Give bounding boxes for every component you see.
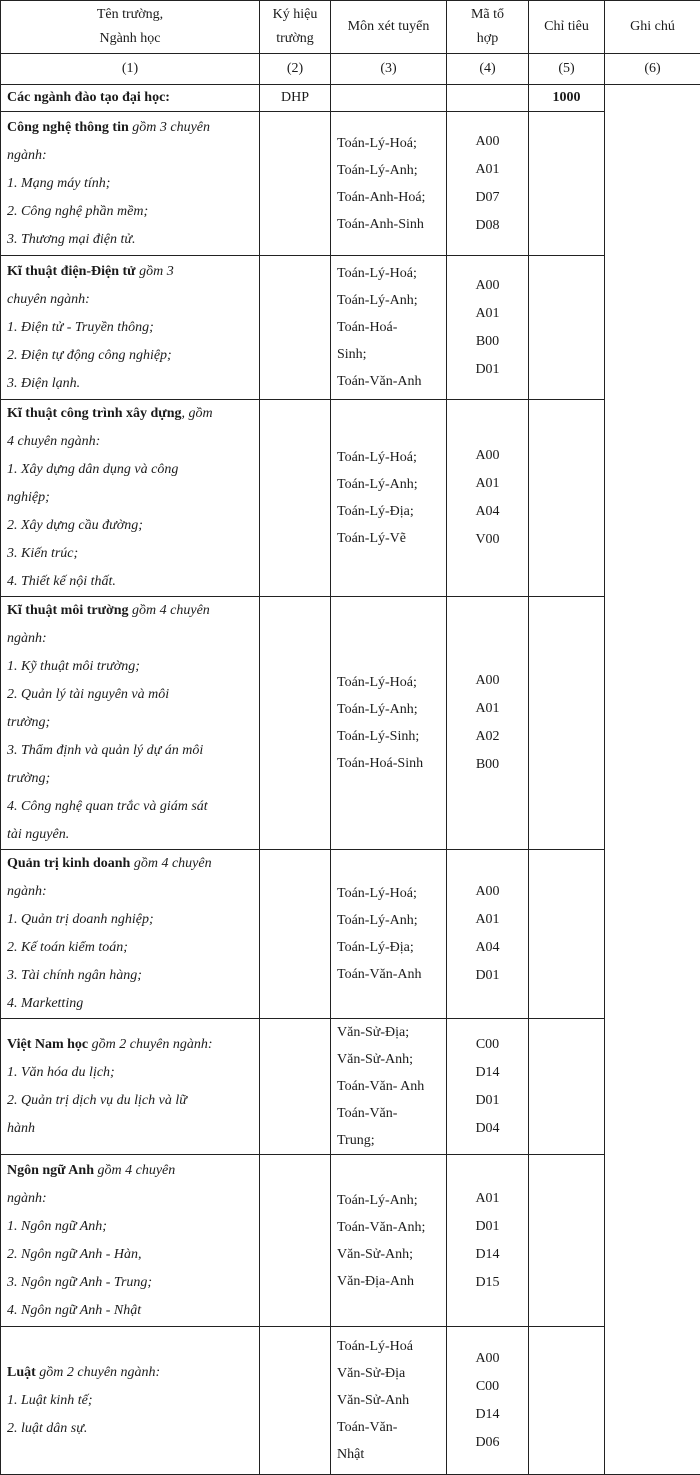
subject-combo: Toán-Lý-Hoá;: [337, 130, 442, 157]
subject-combo: Toán-Lý-Anh;: [337, 471, 442, 498]
sub-major-text: 4. Công nghệ quan trắc và giám sát: [7, 799, 208, 814]
subject-combinations: [331, 1327, 447, 1475]
major-lead-text: gồm 3: [136, 264, 174, 279]
sub-major-text: 3. Tài chính ngân hàng;: [7, 968, 142, 983]
header-row: [1, 1, 700, 54]
school-code: DHP: [260, 85, 331, 112]
combo-code: D08: [447, 212, 528, 240]
sub-major-item: [7, 1241, 253, 1269]
combo-code: D14: [447, 1241, 528, 1269]
subject-combo: Toán-Văn-Anh;: [337, 1214, 442, 1241]
major-row: [1, 597, 700, 850]
sub-major-item: [7, 1059, 253, 1087]
empty-cell: [529, 256, 605, 400]
combo-code: A04: [447, 934, 528, 962]
sub-major-text: 3. Thương mại điện tử.: [7, 232, 136, 247]
combo-code: A01: [447, 1185, 528, 1213]
major-row: [1, 1019, 700, 1155]
subject-combo: Sinh;: [337, 341, 442, 368]
empty-cell: [529, 112, 605, 256]
empty-cell: [260, 1155, 331, 1327]
major-name: Việt Nam học: [7, 1037, 88, 1052]
combo-codes: [447, 400, 529, 597]
col-number: (5): [529, 54, 605, 85]
col-number: (6): [605, 54, 700, 85]
combo-codes: [447, 1327, 529, 1475]
subject-combo: Toán-Anh-Sinh: [337, 211, 442, 238]
major-lead-text: gồm 4 chuyên: [129, 603, 210, 618]
major-row: [1, 850, 700, 1019]
sub-major-item: [7, 906, 253, 934]
subject-combo: Văn-Sử-Anh;: [337, 1046, 442, 1073]
major-description: [1, 850, 260, 1019]
combo-code: D01: [447, 1087, 528, 1115]
subject-combo: Toán-Lý-Anh;: [337, 696, 442, 723]
subject-combo: Toán-Lý-Anh;: [337, 1187, 442, 1214]
sub-major-text: 3. Ngôn ngữ Anh - Trung;: [7, 1275, 152, 1290]
combo-code: A00: [447, 442, 528, 470]
combo-code: D04: [447, 1115, 528, 1143]
sub-major-item: [7, 709, 253, 737]
sub-major-text: 2. Quản trị dịch vụ du lịch và lữ: [7, 1093, 187, 1108]
major-lead-line: [7, 597, 253, 625]
major-lead-line: [7, 1157, 253, 1185]
empty-cell: [260, 112, 331, 256]
empty-cell: [260, 1327, 331, 1475]
sub-major-text: 3. Thẩm định và quản lý dự án môi: [7, 743, 203, 758]
combo-code: A01: [447, 470, 528, 498]
subject-combo: Văn-Sử-Anh;: [337, 1241, 442, 1268]
subject-combo: Toán-Văn-: [337, 1100, 442, 1127]
header-line: Ghi chú: [630, 19, 675, 34]
combo-codes: [447, 597, 529, 850]
sub-major-text: 3. Điện lạnh.: [7, 376, 80, 391]
major-lead-text: chuyên ngành:: [7, 292, 90, 307]
major-lead-line: [7, 850, 253, 878]
sub-major-text: 2. Ngôn ngữ Anh - Hàn,: [7, 1247, 142, 1262]
sub-major-text: 1. Kỹ thuật môi trường;: [7, 659, 140, 674]
sub-major-item: [7, 226, 253, 254]
sub-major-text: 2. luật dân sự.: [7, 1421, 87, 1436]
sub-major-item: [7, 170, 253, 198]
header-school-major: [1, 1, 260, 54]
major-lead-text: gồm 3 chuyên: [129, 120, 210, 135]
major-lead-text: gồm 2 chuyên ngành:: [88, 1037, 212, 1052]
total-row: [1, 85, 700, 112]
empty-cell: [529, 1019, 605, 1155]
combo-code: A01: [447, 156, 528, 184]
sub-major-text: 1. Xây dựng dân dụng và công: [7, 462, 178, 477]
combo-code: A00: [447, 878, 528, 906]
subject-combo: Toán-Hoá-Sinh: [337, 750, 442, 777]
combo-code: D01: [447, 356, 528, 384]
major-lead-line: [7, 1031, 253, 1059]
sub-major-item: [7, 1269, 253, 1297]
major-lead-line: [7, 878, 253, 906]
sub-major-text: 1. Luật kinh tế;: [7, 1393, 93, 1408]
subject-combo: Toán-Lý-Hoá;: [337, 444, 442, 471]
sub-major-text: 2. Công nghệ phần mềm;: [7, 204, 148, 219]
empty-cell: [260, 1019, 331, 1155]
empty-cell: [529, 1155, 605, 1327]
total-quota: 1000: [529, 85, 605, 112]
subject-combo: Toán-Lý-Hoá: [337, 1333, 442, 1360]
total-label: Các ngành đào tạo đại học:: [1, 85, 260, 112]
combo-code: A00: [447, 128, 528, 156]
major-lead-line: [7, 1185, 253, 1213]
major-description: [1, 597, 260, 850]
subject-combinations: [331, 400, 447, 597]
sub-major-text: 4. Marketting: [7, 996, 83, 1011]
header-line: Tên trường,: [97, 7, 163, 22]
sub-major-item: [7, 1213, 253, 1241]
header-line: Môn xét tuyển: [348, 19, 430, 34]
major-lead-line: [7, 258, 253, 286]
major-lead-line: [7, 114, 253, 142]
major-row: [1, 256, 700, 400]
combo-codes: [447, 1155, 529, 1327]
subject-combinations: [331, 112, 447, 256]
sub-major-item: [7, 1297, 253, 1325]
major-name: Kĩ thuật môi trường: [7, 603, 129, 618]
major-description: [1, 1327, 260, 1475]
combo-code: D14: [447, 1401, 528, 1429]
header-line: Chỉ tiêu: [544, 19, 589, 34]
combo-code: D14: [447, 1059, 528, 1087]
major-name: Luật: [7, 1365, 36, 1380]
sub-major-item: [7, 1415, 253, 1443]
combo-code: D06: [447, 1429, 528, 1457]
sub-major-item: [7, 990, 253, 1018]
combo-code: A00: [447, 667, 528, 695]
major-lead-text: ngành:: [7, 631, 47, 646]
combo-code: A01: [447, 300, 528, 328]
sub-major-text: 2. Điện tự động công nghiệp;: [7, 348, 172, 363]
col-number: (4): [447, 54, 529, 85]
subject-combo: Trung;: [337, 1127, 442, 1154]
sub-major-item: [7, 314, 253, 342]
major-lead-text: , gồm: [182, 406, 213, 421]
combo-code: A02: [447, 723, 528, 751]
combo-code: A00: [447, 272, 528, 300]
sub-major-text: 3. Kiến trúc;: [7, 546, 78, 561]
combo-codes: [447, 1019, 529, 1155]
header-line: trường: [276, 31, 314, 46]
combo-code: C00: [447, 1031, 528, 1059]
subject-combo: Nhật: [337, 1441, 442, 1468]
subject-combo: Toán-Lý-Hoá;: [337, 669, 442, 696]
subject-combo: Toán-Lý-Địa;: [337, 498, 442, 525]
major-lead-text: gồm 4 chuyên: [94, 1163, 175, 1178]
combo-code: D01: [447, 1213, 528, 1241]
empty-cell: [260, 256, 331, 400]
major-description: [1, 1019, 260, 1155]
header-subjects: [331, 1, 447, 54]
header-school-code: [260, 1, 331, 54]
col-number: (2): [260, 54, 331, 85]
empty-cell: [529, 597, 605, 850]
sub-major-item: [7, 540, 253, 568]
combo-code: B00: [447, 751, 528, 779]
subject-combo: Văn-Sử-Anh: [337, 1387, 442, 1414]
major-description: [1, 1155, 260, 1327]
numbering-row: [1, 54, 700, 85]
combo-code: A00: [447, 1345, 528, 1373]
combo-code: D15: [447, 1269, 528, 1297]
header-notes: [605, 1, 700, 54]
subject-combo: Toán-Văn- Anh: [337, 1073, 442, 1100]
subject-combo: Toán-Lý-Hoá;: [337, 260, 442, 287]
header-line: Mã tổ: [471, 7, 504, 22]
sub-major-text: 1. Ngôn ngữ Anh;: [7, 1219, 107, 1234]
col-number: (1): [1, 54, 260, 85]
sub-major-item: [7, 568, 253, 596]
major-lead-line: [7, 286, 253, 314]
subject-combinations: [331, 597, 447, 850]
sub-major-item: [7, 934, 253, 962]
combo-codes: [447, 850, 529, 1019]
subject-combinations: [331, 1155, 447, 1327]
major-lead-text: ngành:: [7, 148, 47, 163]
combo-codes: [447, 112, 529, 256]
major-name: Kĩ thuật điện-Điện tử: [7, 264, 136, 279]
sub-major-text: trường;: [7, 715, 50, 730]
major-name: Công nghệ thông tin: [7, 120, 129, 135]
major-row: [1, 1155, 700, 1327]
sub-major-item: [7, 512, 253, 540]
combo-code: V00: [447, 526, 528, 554]
sub-major-text: 1. Quản trị doanh nghiệp;: [7, 912, 154, 927]
sub-major-item: [7, 456, 253, 484]
sub-major-item: [7, 484, 253, 512]
header-combo-code: [447, 1, 529, 54]
sub-major-item: [7, 653, 253, 681]
sub-major-text: nghiệp;: [7, 490, 50, 505]
major-description: [1, 256, 260, 400]
subject-combo: Toán-Lý-Anh;: [337, 287, 442, 314]
subject-combo: Văn-Sử-Địa;: [337, 1019, 442, 1046]
subject-combinations: [331, 256, 447, 400]
sub-major-item: [7, 765, 253, 793]
major-row: [1, 400, 700, 597]
major-lead-text: 4 chuyên ngành:: [7, 434, 100, 449]
sub-major-text: 2. Kế toán kiểm toán;: [7, 940, 128, 955]
major-description: [1, 112, 260, 256]
combo-codes: [447, 256, 529, 400]
col-number: (3): [331, 54, 447, 85]
subject-combo: Toán-Lý-Địa;: [337, 934, 442, 961]
subject-combo: Toán-Anh-Hoá;: [337, 184, 442, 211]
major-lead-line: [7, 428, 253, 456]
sub-major-text: 2. Xây dựng cầu đường;: [7, 518, 143, 533]
subject-combo: Toán-Lý-Vẽ: [337, 525, 442, 552]
combo-code: A01: [447, 695, 528, 723]
major-row: [1, 1327, 700, 1475]
combo-code: A01: [447, 906, 528, 934]
sub-major-item: [7, 198, 253, 226]
subject-combo: Toán-Lý-Sinh;: [337, 723, 442, 750]
combo-code: A04: [447, 498, 528, 526]
sub-major-text: 4. Ngôn ngữ Anh - Nhật: [7, 1303, 141, 1318]
major-lead-text: gồm 4 chuyên: [130, 856, 211, 871]
subject-combo: Toán-Lý-Anh;: [337, 907, 442, 934]
sub-major-item: [7, 1387, 253, 1415]
major-lead-line: [7, 1359, 253, 1387]
combo-code: B00: [447, 328, 528, 356]
empty-cell: [447, 85, 529, 112]
header-line: hợp: [477, 31, 498, 46]
sub-major-item: [7, 370, 253, 398]
sub-major-item: [7, 793, 253, 821]
subject-combo: Văn-Sử-Địa: [337, 1360, 442, 1387]
major-lead-text: ngành:: [7, 1191, 47, 1206]
empty-cell: [529, 850, 605, 1019]
sub-major-text: 1. Văn hóa du lịch;: [7, 1065, 115, 1080]
major-lead-line: [7, 142, 253, 170]
sub-major-item: [7, 1115, 253, 1143]
empty-cell: [529, 400, 605, 597]
header-line: Ngành học: [99, 31, 160, 46]
subject-combo: Toán-Lý-Anh;: [337, 157, 442, 184]
header-line: Ký hiệu: [273, 7, 318, 22]
major-lead-line: [7, 400, 253, 428]
empty-cell: [260, 850, 331, 1019]
subject-combo: Toán-Lý-Hoá;: [337, 880, 442, 907]
sub-major-item: [7, 681, 253, 709]
combo-code: D01: [447, 962, 528, 990]
sub-major-text: 4. Thiết kế nội thất.: [7, 574, 116, 589]
major-lead-line: [7, 625, 253, 653]
subject-combo: Toán-Văn-: [337, 1414, 442, 1441]
sub-major-text: 1. Mạng máy tính;: [7, 176, 110, 191]
combo-code: C00: [447, 1373, 528, 1401]
major-name: Quản trị kinh doanh: [7, 856, 130, 871]
notes-cell: [605, 85, 700, 1475]
major-name: Ngôn ngữ Anh: [7, 1163, 94, 1178]
sub-major-text: trường;: [7, 771, 50, 786]
subject-combinations: [331, 1019, 447, 1155]
major-row: [1, 112, 700, 256]
subject-combinations: [331, 850, 447, 1019]
subject-combo: Toán-Văn-Anh: [337, 961, 442, 988]
combo-code: D07: [447, 184, 528, 212]
sub-major-text: tài nguyên.: [7, 827, 69, 842]
subject-combo: Văn-Địa-Anh: [337, 1268, 442, 1295]
subject-combo: Toán-Văn-Anh: [337, 368, 442, 395]
sub-major-text: hành: [7, 1121, 35, 1136]
sub-major-item: [7, 737, 253, 765]
sub-major-item: [7, 962, 253, 990]
major-name: Kĩ thuật công trình xây dựng: [7, 406, 182, 421]
sub-major-item: [7, 821, 253, 849]
sub-major-text: 1. Điện tử - Truyền thông;: [7, 320, 154, 335]
major-lead-text: ngành:: [7, 884, 47, 899]
empty-cell: [260, 597, 331, 850]
sub-major-item: [7, 342, 253, 370]
major-lead-text: gồm 2 chuyên ngành:: [36, 1365, 160, 1380]
subject-combo: Toán-Hoá-: [337, 314, 442, 341]
empty-cell: [331, 85, 447, 112]
empty-cell: [260, 400, 331, 597]
major-description: [1, 400, 260, 597]
header-quota: [529, 1, 605, 54]
sub-major-text: 2. Quản lý tài nguyên và môi: [7, 687, 169, 702]
sub-major-item: [7, 1087, 253, 1115]
empty-cell: [529, 1327, 605, 1475]
